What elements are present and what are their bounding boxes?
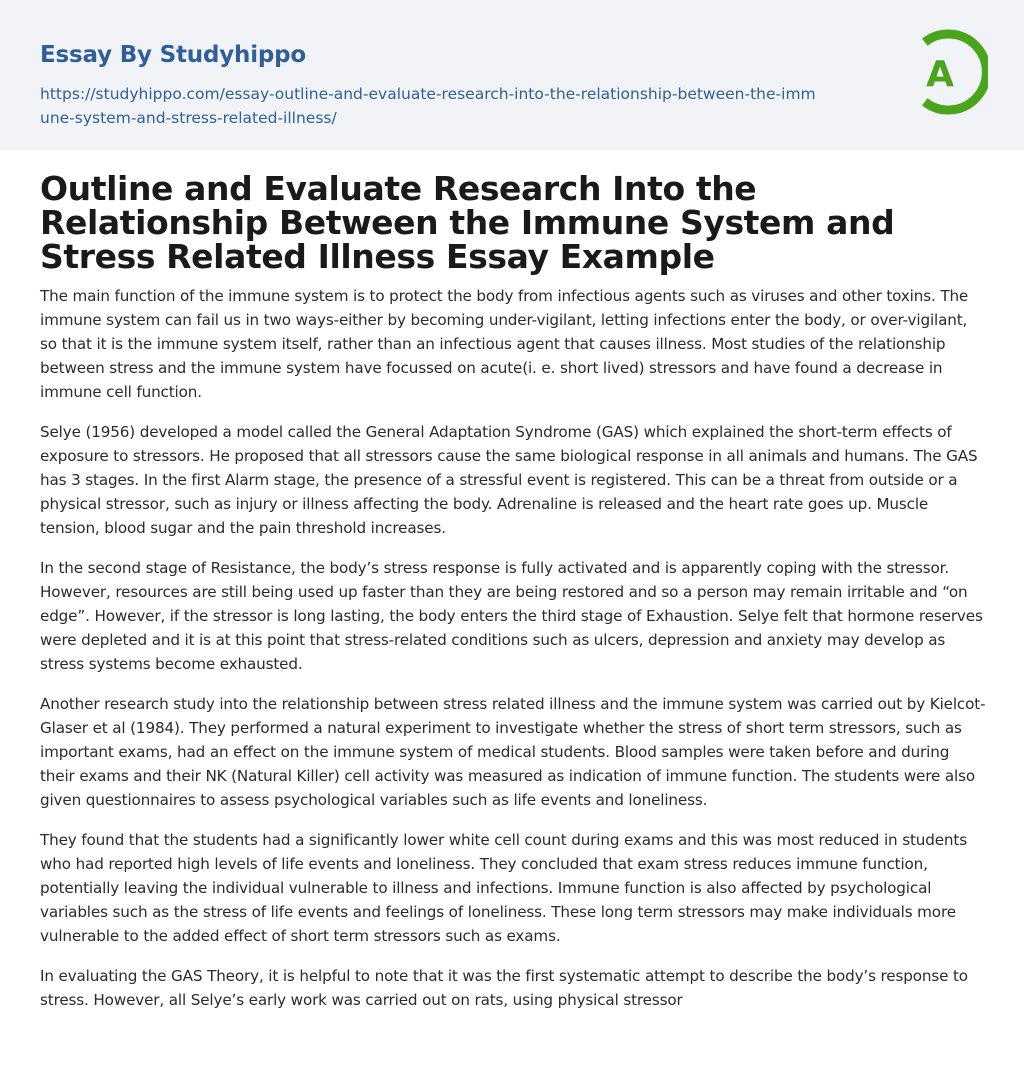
essay-paragraph: Selye (1956) developed a model called the General Adaptation Syndrome (GAS) which explained the short-term effects of exposure to stressors. He proposed that all stressors cause the same biological response in all animals and humans. The GAS has 3 stages. In the first Alarm stage, the presence of a stressful event is registered. This can be a threat from outside or a physical stressor, such as injury or illness affecting the body. Adrenaline is released and the heart rate goes up. Muscle tension, blood sugar and the pain threshold increases.: [40, 423, 978, 537]
essay-paragraph: They found that the students had a significantly lower white cell count during exams and this was most reduced in students who had reported high levels of life events and loneliness. They concluded that exam stress reduces immune function, potentially leaving the individual vulnerable to illness and infections. Immune function is also affected by psychological variables such as the stress of life events and feelings of loneliness. These long term stressors may make individuals more vulnerable to the added effect of short term stressors such as exams.: [40, 831, 967, 945]
site-header: [0, 0, 1024, 150]
studyhippo-logo-icon[interactable]: [910, 28, 988, 116]
essay-paragraph: In evaluating the GAS Theory, it is helpful to note that it was the first systematic attempt to describe the body’s response to stress. However, all Selye’s early work was carried out on rats, using physical stressor: [40, 967, 968, 1009]
essay-paragraph: The main function of the immune system is to protect the body from infectious agents such as viruses and other toxins. The immune system can fail us in two ways-either by becoming under-vigilant, letting infections enter the body, or over-vigilant, so that it is the immune system itself, rather than an infectious agent that causes illness. Most studies of the relationship between stress and the immune system have focussed on acute(i. e. short lived) stressors and have found a decrease in immune cell function.: [40, 287, 969, 401]
site-brand[interactable]: Essay By Studyhippo: [40, 42, 307, 68]
essay-title: Outline and Evaluate Research Into the Relationship Between the Immune System and Stress Related Illness Essay Example: [40, 169, 895, 276]
logo-letter: A: [926, 54, 954, 95]
essay-paragraph: In the second stage of Resistance, the body’s stress response is fully activated and is apparently coping with the stressor. However, resources are still being used up faster than they are being restored and so a person may remain irritable and “on edge”. However, if the stressor is long lasting, the body enters the third stage of Exhaustion. Selye felt that hormone reserves were depleted and it is at this point that stress-related conditions such as ulcers, depression and anxiety may develop as stress systems become exhausted.: [40, 559, 983, 673]
essay-body: [40, 284, 988, 1028]
source-url-link[interactable]: https://studyhippo.com/essay-outline-and-evaluate-research-into-the-relationship-between-the-immune-system-and-stress-related-illness/: [40, 85, 816, 127]
essay-paragraph: Another research study into the relationship between stress related illness and the immune system was carried out by Kielcot-Glaser et al (1984). They performed a natural experiment to investigate whether the stress of short term stressors, such as important exams, had an effect on the immune system of medical students. Blood samples were taken before and during their exams and their NK (Natural Killer) cell activity was measured as indication of immune function. The students were also given questionnaires to assess psychological variables such as life events and loneliness.: [40, 695, 986, 809]
